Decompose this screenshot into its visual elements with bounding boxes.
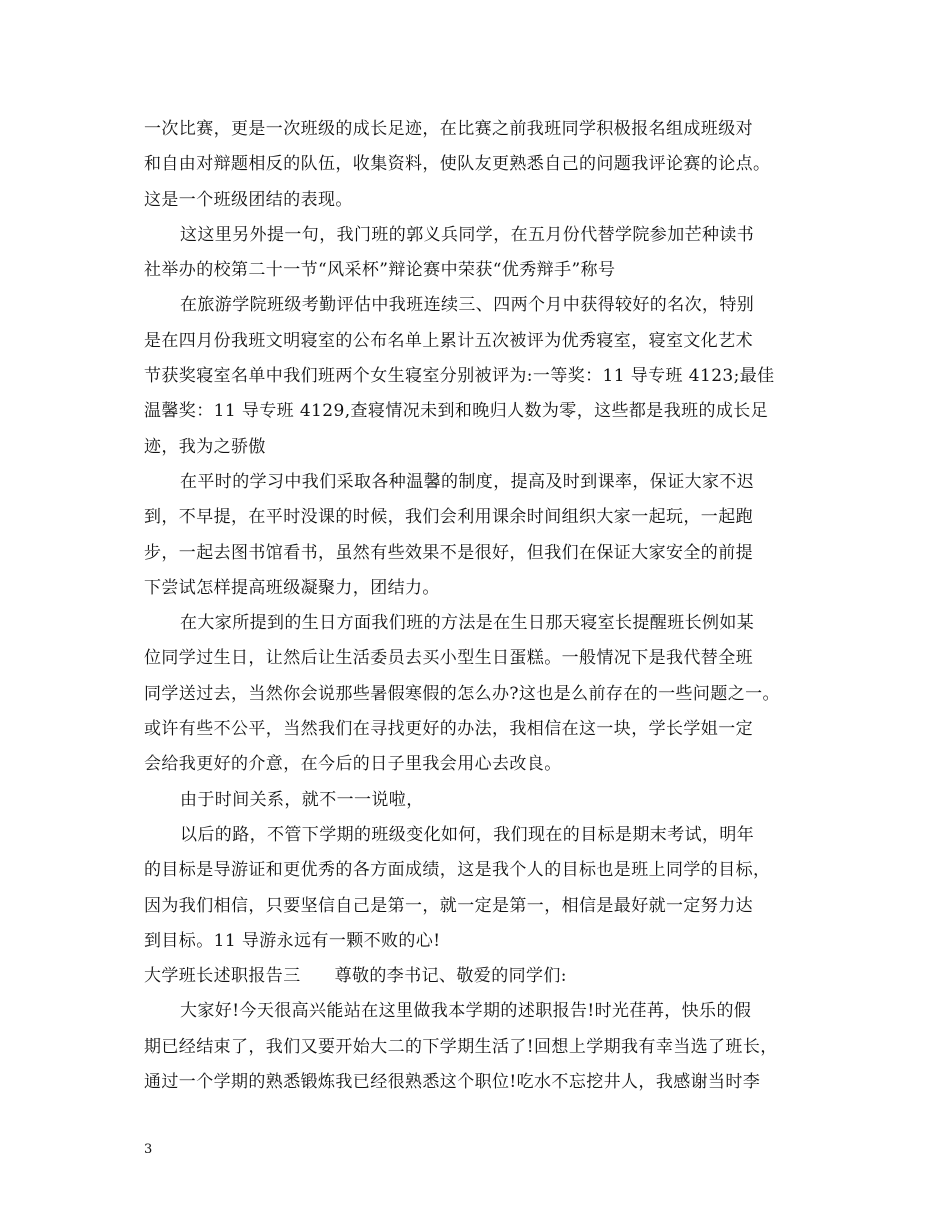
text-line: 到目标。11 导游永远有一颗不败的心! [144, 930, 441, 951]
text-line: 通过一个学期的熟悉锻炼我已经很熟悉这个职位!吃水不忘挖井人，我感谢当时李 [144, 1072, 761, 1093]
text-line: 和自由对辩题相反的队伍，收集资料，使队友更熟悉自己的问题我评论赛的论点。 [144, 154, 771, 175]
text-line: 节获奖寝室名单中我们班两个女生寝室分别被评为:一等奖：11 导专班 4123;最佳 [144, 366, 775, 387]
text-line: 下尝试怎样提高班级凝聚力，团结力。 [144, 577, 440, 598]
page-number: 3 [144, 1142, 153, 1157]
paragraph-start: 以后的路，不管下学期的班级变化如何，我们现在的目标是期末考试，明年 [180, 824, 755, 845]
text-line: 或许有些不公平，当然我们在寻找更好的办法，我相信在这一块，学长学姐一定 [144, 719, 753, 740]
text-line: 温馨奖：11 导专班 4129,查寝情况未到和晚归人数为零，这些都是我班的成长足 [144, 401, 769, 422]
text-line: 是在四月份我班文明寝室的公布名单上累计五次被评为优秀寝室，寝室文化艺术 [144, 330, 753, 351]
text-line: 社举办的校第二十一节“风采杯”辩论赛中荣获“优秀辩手”称号 [144, 260, 616, 281]
paragraph-start: 大家好!今天很高兴能站在这里做我本学期的述职报告!时光荏苒，快乐的假 [180, 1001, 752, 1022]
paragraph-start: 在平时的学习中我们采取各种温馨的制度，提高及时到课率，保证大家不迟 [180, 471, 755, 492]
paragraph-start: 在旅游学院班级考勤评估中我班连续三、四两个月中获得较好的名次，特别 [180, 295, 755, 316]
text-line: 一次比赛，更是一次班级的成长足迹，在比赛之前我班同学积极报名组成班级对 [144, 119, 753, 139]
text-line: 会给我更好的介意，在今后的日子里我会用心去改良。 [144, 754, 562, 775]
text-line: 迹，我为之骄傲 [144, 436, 266, 457]
text-line: 的目标是导游证和更优秀的各方面成绩，这是我个人的目标也是班上同学的目标， [144, 860, 771, 881]
section-title: 大学班长述职报告三 [144, 966, 301, 987]
paragraph-start: 这这里另外提一句，我门班的郭义兵同学，在五月份代替学院参加芒种读书 [180, 224, 755, 245]
salutation: 尊敬的李书记、敬爱的同学们: [334, 966, 567, 987]
text-line: 因为我们相信，只要坚信自己是第一，就一定是第一，相信是最好就一定努力达 [144, 895, 753, 916]
paragraph-start: 在大家所提到的生日方面我们班的方法是在生日那天寝室长提醒班长例如某 [180, 613, 755, 634]
text-line: 期已经结束了，我们又要开始大二的下学期生活了!回想上学期我有幸当选了班长， [144, 1036, 778, 1057]
text-line: 同学送过去，当然你会说那些暑假寒假的怎么办?这也是么前存在的一些问题之一。 [144, 683, 780, 704]
section-heading-line [144, 959, 824, 994]
body-text [144, 112, 824, 1100]
paragraph-start: 由于时间关系，就不一一说啦， [180, 789, 424, 810]
text-line: 步，一起去图书馆看书，虽然有些效果不是很好，但我们在保证大家安全的前提 [144, 542, 753, 563]
text-line: 到，不早提，在平时没课的时候，我们会利用课余时间组织大家一起玩，一起跑 [144, 507, 753, 528]
text-line: 这是一个班级团结的表现。 [144, 189, 353, 210]
text-line: 位同学过生日，让然后让生活委员去买小型生日蛋糕。一般情况下是我代替全班 [144, 648, 753, 669]
